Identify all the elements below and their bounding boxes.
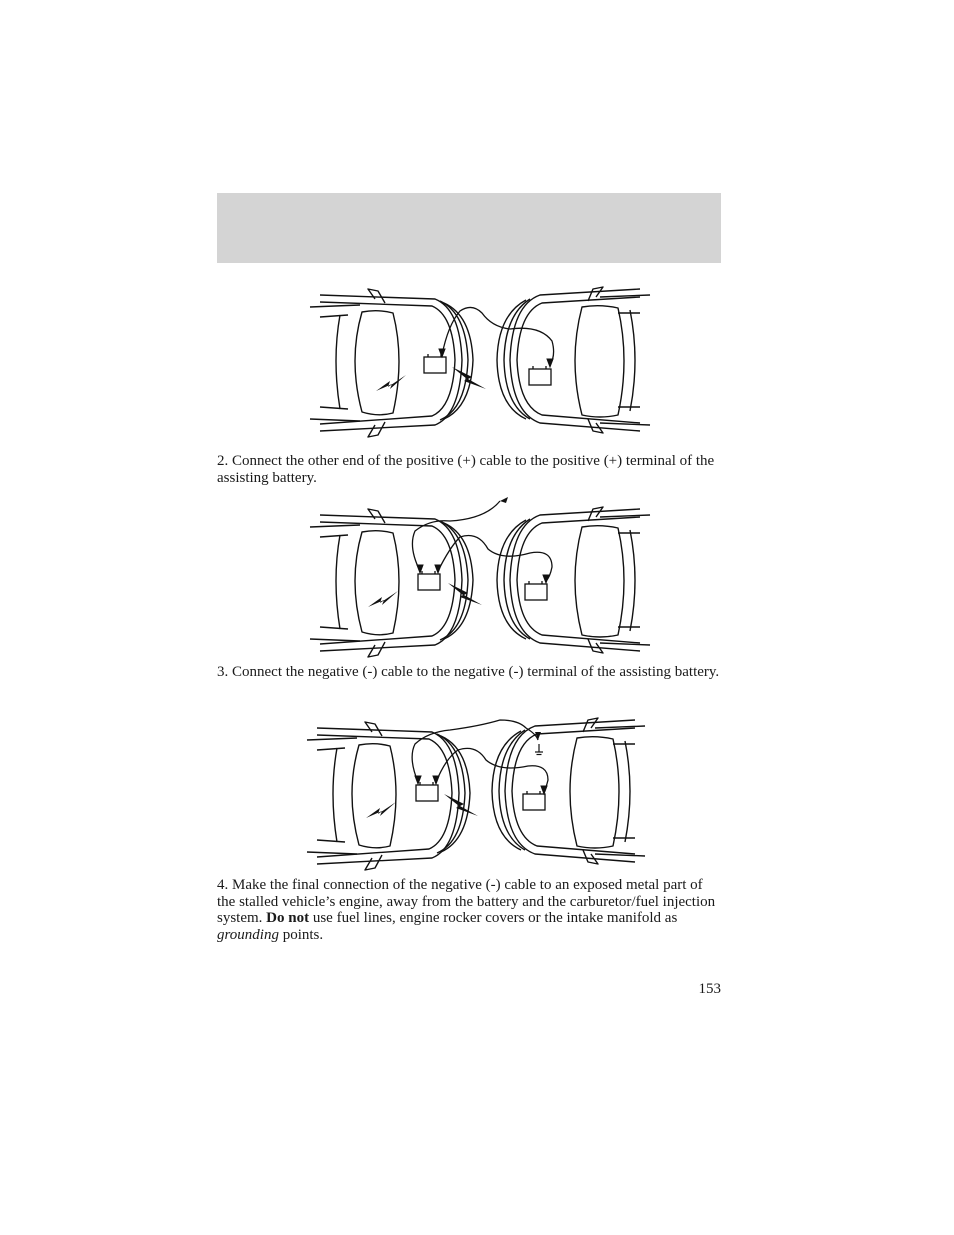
step-2-text: 2. Connect the other end of the positive (+) cable to the positive (+) terminal of the assisting battery. xyxy=(217,453,715,486)
step-4-text: 4. Make the final connection of the negative (-) cable to an exposed metal part of the stalled vehicle’s engine, away from the battery and the carburetor/fuel injection system. Do not use fuel lines, engine rocker covers or the intake manifold as grounding points. xyxy=(217,877,716,943)
page-number: 153 xyxy=(698,981,721,997)
jump-start-diagram-positive-assisting xyxy=(300,497,660,659)
grounding-term: grounding xyxy=(217,926,279,943)
section-header-bar xyxy=(217,193,721,263)
step-3-text: 3. Connect the negative (-) cable to the negative (-) terminal of the assisting battery. xyxy=(217,664,720,680)
warning-emphasis: Do not xyxy=(266,910,310,926)
jump-start-diagram-positive-stalled xyxy=(300,285,660,445)
jump-start-diagram-negative-assisting xyxy=(300,708,660,872)
